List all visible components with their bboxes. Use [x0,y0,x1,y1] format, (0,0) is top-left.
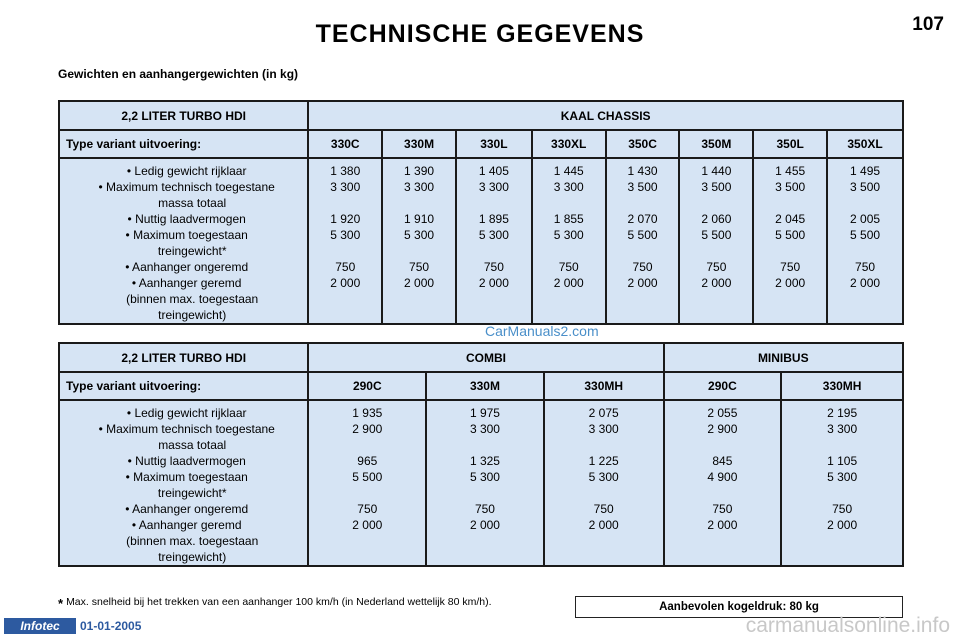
value-cell: 5 300 [478,228,509,242]
value-cell: 2 000 [701,276,732,290]
variant-header-row [59,372,903,400]
value-cell: 3 500 [701,180,732,194]
value-cell: 3 500 [627,180,658,194]
row-label [66,421,307,453]
body-header-minibus: MINIBUS [664,343,903,372]
row-label-line: • Aanhanger geremd [131,276,242,290]
edition-date: 01-01-2005 [80,619,142,633]
value-cell: 2 000 [469,518,500,532]
value-cell: 750 [855,260,876,274]
row-label [66,517,307,565]
watermark-link[interactable]: CarManuals2.com [485,323,599,339]
value-cell: 2 000 [707,518,738,532]
value-cell: 5 300 [553,228,584,242]
row-label: • Ledig gewicht rijklaar [126,164,247,178]
row-labels [59,158,308,324]
variant-header: 330M [382,130,456,158]
section-subtitle: Gewichten en aanhangergewichten (in kg) [58,67,299,81]
page-number: 107 [912,14,944,35]
value-cell: 845 [712,454,733,468]
value-cell: 3 300 [827,422,858,436]
value-cell: 750 [558,260,579,274]
value-cell: 1 225 [588,454,619,468]
row-label: • Nuttig laadvermogen [127,454,246,468]
value-cell: 3 300 [330,180,361,194]
variant-header: 290C [664,372,782,400]
value-cell: 750 [357,502,378,516]
value-cell: 1 495 [850,164,881,178]
value-cell: 2 000 [330,276,361,290]
row-label-line: treingewicht) [158,308,227,322]
row-label [66,469,307,501]
value-column [532,158,606,324]
value-cell: 1 325 [469,454,500,468]
row-label-line: (binnen max. toegestaan [126,292,259,306]
row-label-line: • Maximum technisch toegestane [98,422,275,436]
value-column [781,400,903,566]
row-label-line: treingewicht* [157,244,227,258]
row-label [66,179,307,211]
row-label-line: • Maximum toegestaan [125,228,248,242]
value-cell: 2 000 [775,276,806,290]
value-cell: 750 [706,260,727,274]
engine-header: 2,2 LITER TURBO HDI [59,343,308,372]
site-watermark: carmanualsonline.info [745,614,950,637]
variant-header: 290C [308,372,426,400]
value-cell: 3 500 [850,180,881,194]
weights-table-chassis [58,100,904,325]
row-label-line: • Maximum toegestaan [125,470,248,484]
body-header-chassis: KAAL CHASSIS [308,101,903,130]
value-cell: 2 900 [352,422,383,436]
value-column [679,158,753,324]
value-cell: 1 975 [469,406,500,420]
value-cell: 2 000 [850,276,881,290]
value-cell: 3 300 [469,422,500,436]
row-label: • Ledig gewicht rijklaar [126,406,247,420]
variant-header: 330XL [532,130,606,158]
variant-header: 350XL [827,130,903,158]
value-cell: 2 075 [588,406,619,420]
value-cell: 2 000 [352,518,383,532]
row-labels [59,400,308,566]
variant-header: 350M [679,130,753,158]
value-cell: 3 300 [588,422,619,436]
value-cell: 2 000 [404,276,435,290]
value-cell: 2 070 [627,212,658,226]
variant-header: 330MH [781,372,903,400]
variant-header: 330C [308,130,382,158]
data-body-row [59,158,903,324]
value-cell: 1 445 [553,164,584,178]
variant-header: 350C [606,130,680,158]
value-column [308,400,426,566]
weights-table-combi-minibus [58,342,904,567]
value-cell: 5 500 [701,228,732,242]
value-cell: 3 500 [775,180,806,194]
value-cell: 2 195 [827,406,858,420]
value-cell: 750 [780,260,801,274]
data-body-row [59,400,903,566]
row-label: • Nuttig laadvermogen [127,212,246,226]
type-label: Type variant uitvoering: [59,130,308,158]
value-cell: 5 500 [352,470,383,484]
variant-header: 350L [753,130,827,158]
value-cell: 3 300 [478,180,509,194]
value-cell: 750 [632,260,653,274]
value-cell: 5 300 [588,470,619,484]
value-cell: 750 [832,502,853,516]
row-label-line: (binnen max. toegestaan [126,534,259,548]
value-column [664,400,782,566]
row-label [66,275,307,323]
footnote-text: Max. snelheid bij het trekken van een aanhanger 100 km/h (in Nederland wettelijk 80 km/h). [66,596,492,608]
variant-header: 330M [426,372,544,400]
value-column [456,158,532,324]
value-cell: 2 000 [588,518,619,532]
value-cell: 1 910 [404,212,435,226]
value-cell: 750 [593,502,614,516]
value-cell: 5 300 [330,228,361,242]
value-cell: 750 [335,260,356,274]
value-cell: 750 [483,260,504,274]
value-cell: 5 500 [627,228,658,242]
value-cell: 1 920 [330,212,361,226]
value-column [426,400,544,566]
value-cell: 2 900 [707,422,738,436]
value-cell: 2 060 [701,212,732,226]
value-cell: 2 045 [775,212,806,226]
value-cell: 1 440 [701,164,732,178]
variant-header: 330L [456,130,532,158]
row-label-line: • Aanhanger geremd [131,518,242,532]
value-cell: 1 895 [478,212,509,226]
value-cell: 1 390 [404,164,435,178]
row-label-line: massa totaal [158,438,227,452]
value-cell: 1 430 [627,164,658,178]
value-cell: 5 300 [469,470,500,484]
value-column [308,158,382,324]
value-cell: 3 300 [553,180,584,194]
value-column [382,158,456,324]
value-cell: 2 000 [627,276,658,290]
value-cell: 750 [474,502,495,516]
value-cell: 3 300 [404,180,435,194]
value-cell: 2 000 [553,276,584,290]
value-cell: 750 [409,260,430,274]
value-cell: 2 000 [827,518,858,532]
value-cell: 1 380 [330,164,361,178]
row-label [66,227,307,259]
value-cell: 2 005 [850,212,881,226]
body-header-combi: COMBI [308,343,663,372]
value-cell: 750 [712,502,733,516]
value-column [544,400,664,566]
value-column [753,158,827,324]
value-cell: 1 935 [352,406,383,420]
value-column [606,158,680,324]
recommended-ball-load-note: Aanbevolen kogeldruk: 80 kg [575,596,903,618]
row-label: • Aanhanger ongeremd [125,260,249,274]
engine-header: 2,2 LITER TURBO HDI [59,101,308,130]
value-cell: 2 055 [707,406,738,420]
value-cell: 5 500 [775,228,806,242]
row-label-line: massa totaal [158,196,227,210]
value-cell: 965 [357,454,378,468]
infotec-logo: Infotec [4,618,76,634]
value-cell: 5 300 [404,228,435,242]
value-cell: 1 455 [775,164,806,178]
value-cell: 2 000 [478,276,509,290]
type-label: Type variant uitvoering: [59,372,308,400]
value-cell: 1 105 [827,454,858,468]
footnote-marker: * [58,596,64,611]
value-cell: 5 300 [827,470,858,484]
value-cell: 4 900 [707,470,738,484]
row-label-line: • Maximum technisch toegestane [98,180,275,194]
footnote [58,596,492,611]
page-title: TECHNISCHE GEGEVENS [315,20,645,48]
variant-header: 330MH [544,372,664,400]
value-cell: 1 405 [478,164,509,178]
value-cell: 5 500 [850,228,881,242]
row-label-line: treingewicht) [158,550,227,564]
variant-header-row [59,130,903,158]
row-label-line: treingewicht* [157,486,227,500]
value-cell: 1 855 [553,212,584,226]
value-column [827,158,903,324]
row-label: • Aanhanger ongeremd [125,502,249,516]
